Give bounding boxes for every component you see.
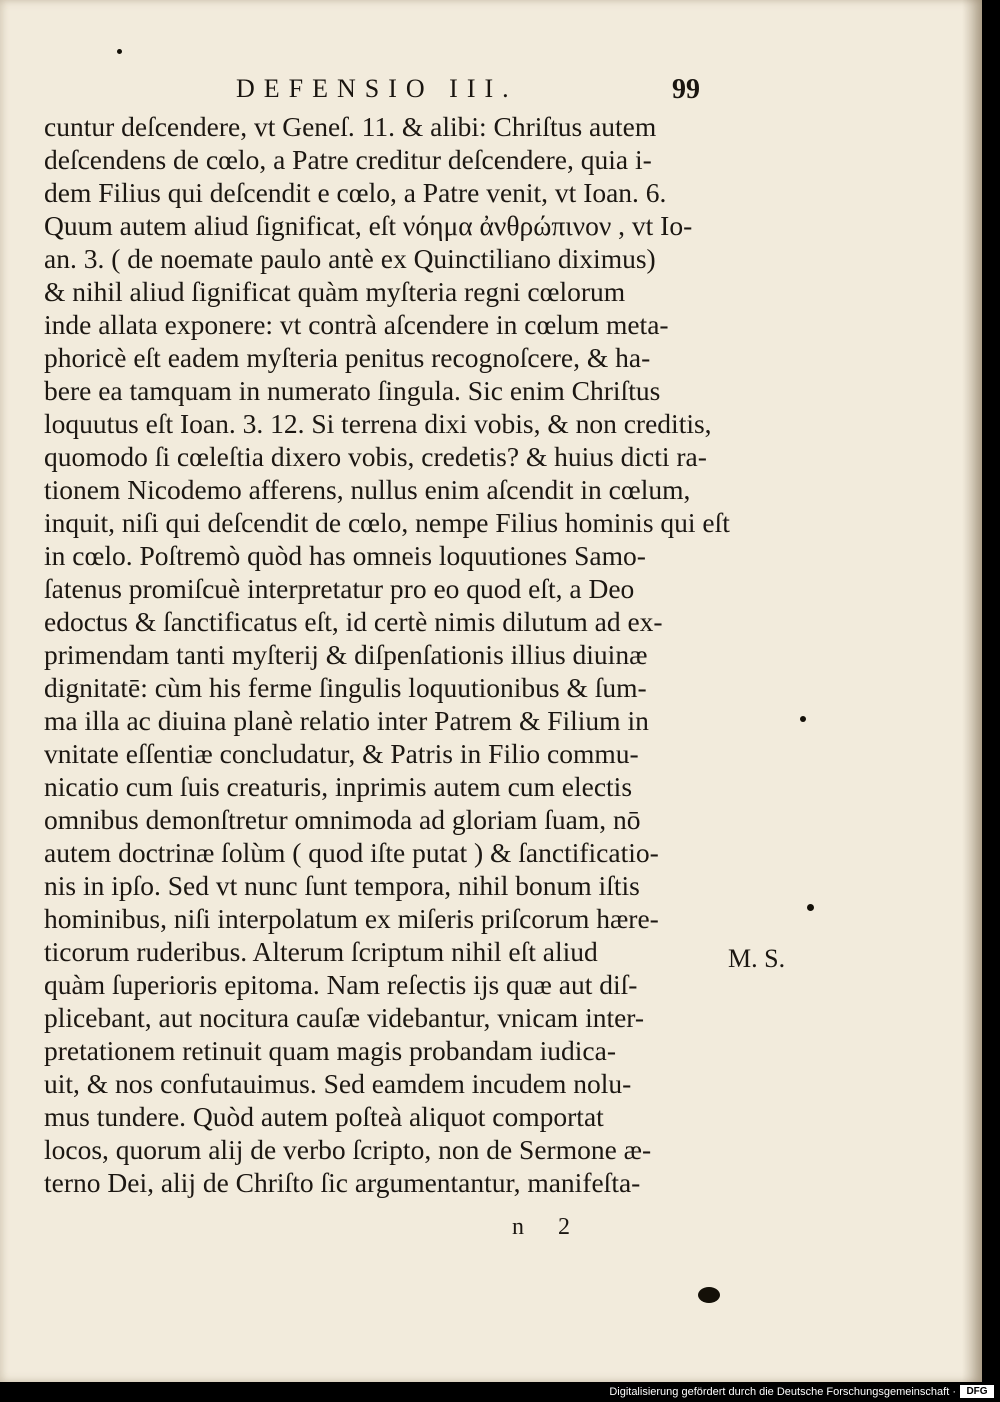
text-line: uit, & nos confutauimus. Sed eamdem incudem nolu- — [44, 1068, 632, 1099]
text-line: quomodo ſi cœleſtia dixero vobis, credetis? & huius dicti ra- — [44, 441, 707, 472]
text-line: quàm ſuperioris epitoma. Nam reſectis ijs quæ aut diſ- — [44, 969, 638, 1000]
page-number: 99 — [672, 74, 700, 105]
text-line: nicatio cum ſuis creaturis, inprimis autem cum electis — [44, 771, 633, 802]
text-line: bere ea tamquam in numerato ſingula. Sic enim Chriſtus — [44, 375, 661, 406]
ink-spot — [800, 716, 806, 722]
text-line: nis in ipſo. Sed vt nunc ſunt tempora, nihil bonum iſtis — [44, 870, 640, 901]
text-line: phoricè eſt eadem myſteria penitus recognoſcere, & ha- — [44, 342, 651, 373]
body-text — [44, 110, 730, 1199]
text-line: plicebant, aut nocitura cauſæ videbantur, vnicam inter- — [44, 1002, 645, 1033]
signature-mark: n 2 — [512, 1214, 584, 1240]
text-line: cuntur deſcendere, vt Geneſ. 11. & alibi: Chriſtus autem — [44, 111, 657, 142]
ink-spot — [117, 49, 122, 54]
text-line: ma illa ac diuina planè relatio inter Patrem & Filium in — [44, 705, 649, 736]
text-line: omnibus demonſtretur omnimoda ad gloriam ſuam, nō — [44, 804, 641, 835]
margin-note: M. S. — [728, 944, 786, 973]
text-line: ticorum ruderibus. Alterum ſcriptum nihil eſt aliud — [44, 936, 598, 967]
text-line: dem Filius qui deſcendit e cœlo, a Patre venit, vt Ioan. 6. — [44, 177, 667, 208]
text-line: tionem Nicodemo afferens, nullus enim aſcendit in cœlum, — [44, 474, 691, 505]
page-header — [0, 74, 982, 114]
text-line: hominibus, niſi interpolatum ex miſeris priſcorum hære- — [44, 903, 659, 934]
digitization-credit: Digitalisierung gefördert durch die Deutsche Forschungsgemeinschaft · — [609, 1386, 956, 1398]
text-line: edoctus & ſanctificatus eſt, id certè nimis dilutum ad ex- — [44, 606, 663, 637]
text-line: inde allata exponere: vt contrà aſcendere in cœlum meta- — [44, 309, 669, 340]
dfg-logo: DFG — [960, 1385, 994, 1398]
text-line: deſcendens de cœlo, a Patre creditur deſcendere, quia i- — [44, 144, 652, 175]
running-head: DEFENSIO III. — [236, 74, 518, 103]
text-line: pretationem retinuit quam magis probandam iudica- — [44, 1035, 616, 1066]
text-line: vnitate eſſentiæ concludatur, & Patris in Filio commu- — [44, 738, 639, 769]
text-line: an. 3. ( de noemate paulo antè ex Quinctiliano diximus) — [44, 243, 656, 274]
text-line: inquit, niſi qui deſcendit de cœlo, nempe Filius hominis qui eſt — [44, 507, 730, 538]
ink-blot — [698, 1287, 720, 1303]
ink-spot — [807, 904, 814, 911]
text-line: mus tundere. Quòd autem poſteà aliquot comportat — [44, 1101, 604, 1132]
text-line: & nihil aliud ſignificat quàm myſteria regni cœlorum — [44, 276, 626, 307]
page-edge-shadow — [962, 0, 982, 1382]
text-line: locos, quorum alij de verbo ſcripto, non de Sermone æ- — [44, 1134, 652, 1165]
text-line: loquutus eſt Ioan. 3. 12. Si terrena dixi vobis, & non creditis, — [44, 408, 712, 439]
text-line: in cœlo. Poſtremò quòd has omneis loquutiones Samo- — [44, 540, 646, 571]
text-line: terno Dei, alij de Chriſto ſic argumentantur, manifeſta- — [44, 1167, 641, 1198]
text-line: Quum autem aliud ſignificat, eſt νόημα ἀνθρώπινον , vt Io- — [44, 210, 693, 241]
text-line: autem doctrinæ ſolùm ( quod iſte putat ) & ſanctificatio- — [44, 837, 659, 868]
text-line: dignitatē: cùm his ferme ſingulis loquutionibus & ſum- — [44, 672, 647, 703]
text-line: primendam tanti myſterij & diſpenſationis illius diuinæ — [44, 639, 648, 670]
text-line: ſatenus promiſcuè interpretatur pro eo quod eſt, a Deo — [44, 573, 635, 604]
